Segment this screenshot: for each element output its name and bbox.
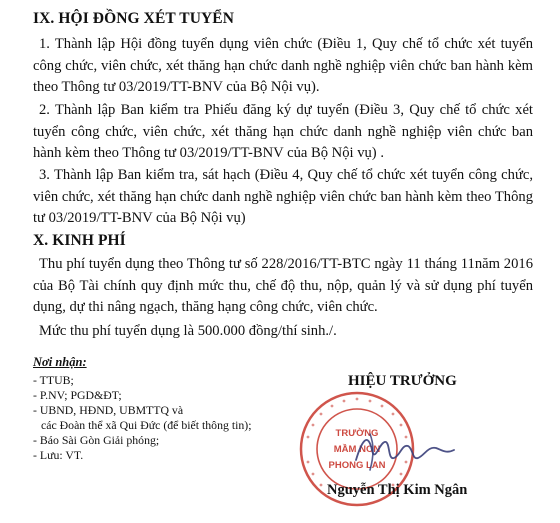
recipient-item: - P.NV; PGD&ĐT;	[33, 388, 122, 402]
recipient-item: các Đoàn thể xã Qui Đức (để biết thông tin);	[41, 418, 252, 432]
handwritten-signature-icon	[350, 420, 460, 476]
recipient-item: - UBND, HĐND, UBMTTQ và	[33, 403, 184, 417]
section-ix-item-3: 3. Thành lập Ban kiểm tra, sát hạch (Điều 4, Quy chế tổ chức xét tuyển công chức, viên chức, xét thăng hạn chức danh nghề nghiệp viên chức ban hành kèm theo Thông tư 03/2019/TT-BNV của Bộ Nội vụ)	[33, 167, 533, 226]
section-x-paragraph-2: Mức thu phí tuyển dụng là 500.000 đồng/thí sinh./.	[39, 323, 337, 339]
seal-line-2: MẦM NON	[333, 444, 381, 455]
recipient-item: - Báo Sài Gòn Giải phóng;	[33, 433, 160, 447]
recipient-item: - TTUB;	[33, 373, 74, 387]
section-x-heading: X. KINH PHÍ	[33, 232, 126, 249]
signer-position: HIỆU TRƯỞNG	[348, 373, 457, 389]
recipient-item: - Lưu: VT.	[33, 448, 84, 462]
seal-line-3: PHONG LAN	[328, 460, 386, 471]
seal-line-1: TRƯỜNG	[335, 428, 379, 439]
section-ix-item-1: 1. Thành lập Hội đồng tuyển dụng viên chức (Điều 1, Quy chế tổ chức xét tuyển công chức, viên chức, xét thăng hạn chức danh nghề nghiệp viên chức ban hành kèm theo Thông tư 03/2019/TT-BNV của Bộ Nội vụ).	[33, 36, 533, 95]
section-ix-heading: IX. HỘI ĐỒNG XÉT TUYỂN	[33, 10, 235, 27]
section-ix-item-2: 2. Thành lập Ban kiểm tra Phiếu đăng ký dự tuyển (Điều 3, Quy chế tổ chức xét tuyển công chức, viên chức, xét thăng hạn chức danh nghề nghiệp viên chức ban hành kèm theo Thông tư 03/2019/TT-BNV của Bộ Nội vụ) .	[33, 102, 533, 161]
section-x-paragraph-1: Thu phí tuyển dụng theo Thông tư số 228/2016/TT-BTC ngày 11 tháng 11năm 2016 của Bộ Tài chính quy định mức thu, chế độ thu, nộp, quản lý và sử dụng phí tuyển dụng, dự thi nâng ngạch, thăng hạng công chức, viên chức.	[33, 256, 533, 315]
recipients-title: Nơi nhận:	[33, 355, 87, 369]
recipients-block	[33, 355, 251, 463]
signer-name: Nguyễn Thị Kim Ngân	[327, 482, 468, 498]
